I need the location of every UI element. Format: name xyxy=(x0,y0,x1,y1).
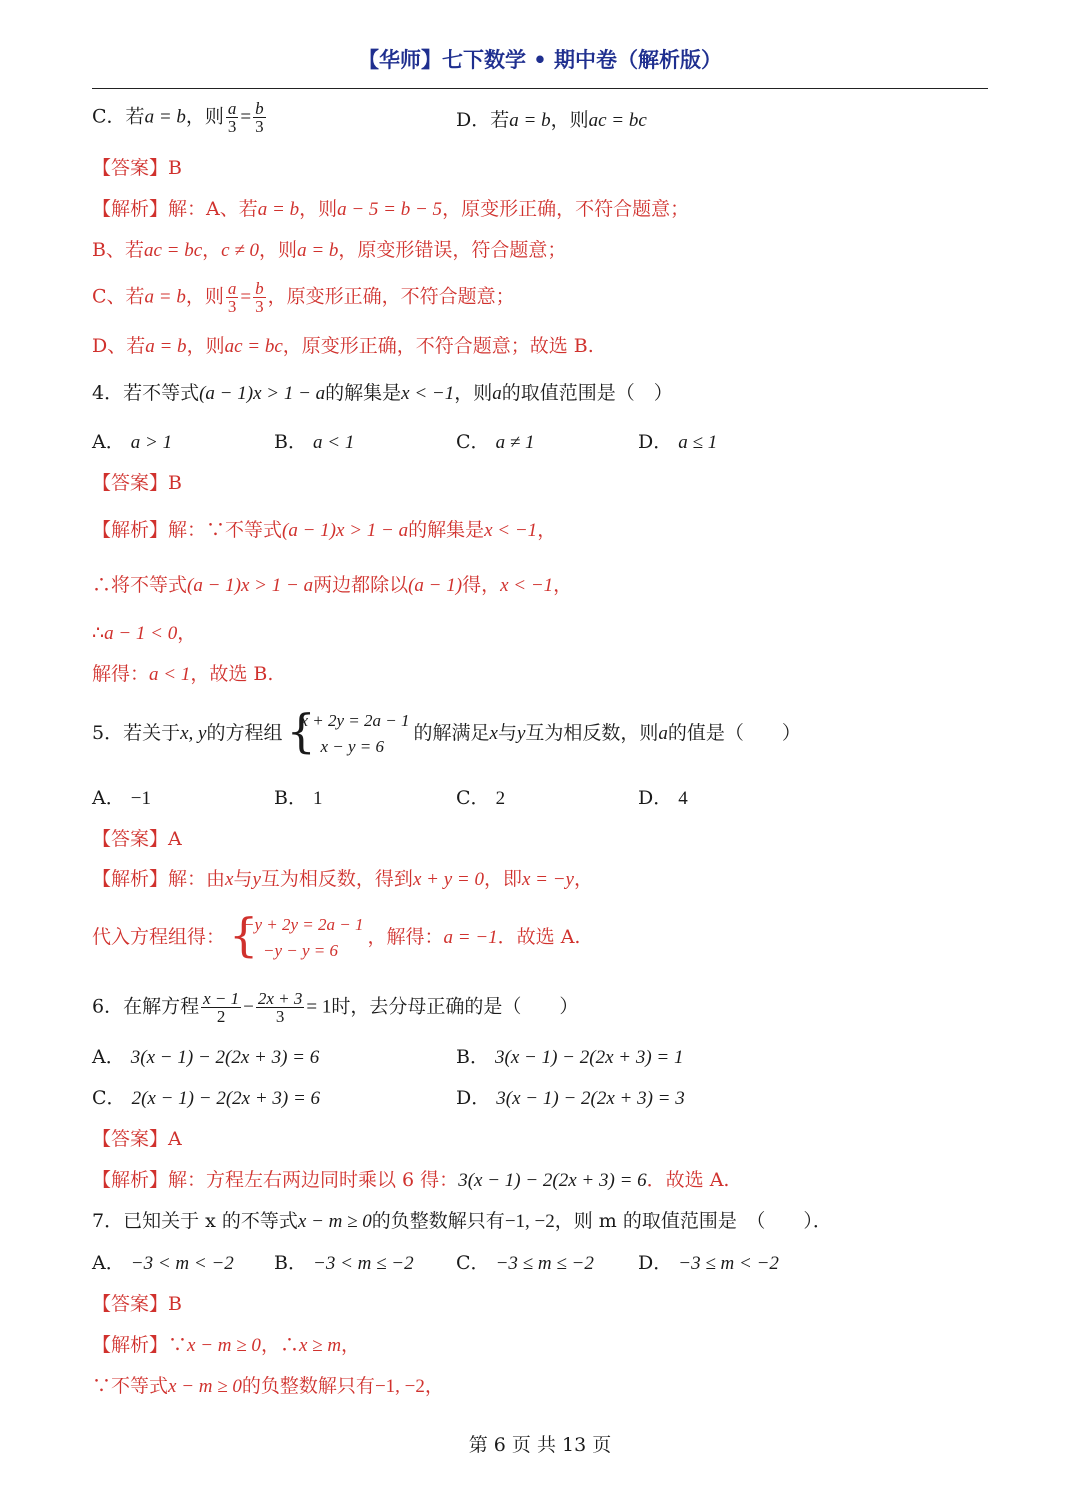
q7-option-d: D． −3 ≤ m < −2 xyxy=(638,1252,779,1274)
equation-system: { x + 2y = 2a − 1 x − y = 6 xyxy=(286,704,410,758)
fraction: $\frac{b}{3}$ xyxy=(255,99,264,136)
q3-analysis-line-4: D、若a = b，则ac = bc，原变形正确，不符合题意；故选 B. xyxy=(92,335,594,357)
q3-option-d: D．若a = b，则ac = bc xyxy=(456,109,647,131)
fraction: $\frac{b}{3}$ xyxy=(255,279,264,316)
q5-analysis-line-2: 代入方程组得： { −y + 2y = 2a − 1 −y − y = 6 ，解得：a = −1．故选 A. xyxy=(92,908,581,962)
q6-stem: 6．在解方程 $\frac{x - 1}{2}$ − $\frac{2x + 3}{3}$ = 1时，去分母正确的是（ ） xyxy=(92,989,579,1026)
fraction: $\frac{a}{3}$ xyxy=(227,99,237,136)
q7-option-a: A． −3 < m < −2 xyxy=(92,1252,234,1274)
q4-stem: 4．若不等式(a − 1)x > 1 − a的解集是x < −1，则a的取值范围是（ ） xyxy=(92,382,673,404)
q5-stem: 5．若关于x, y的方程组 { x + 2y = 2a − 1 x − y = 6 的解满足x与y互为相反数，则a的值是（ ） xyxy=(92,704,801,758)
equation-system: { −y + 2y = 2a − 1 −y − y = 6 xyxy=(229,908,364,962)
q5-option-b: B． 1 xyxy=(274,787,323,809)
q4-analysis-line-3: ∴a − 1 < 0， xyxy=(92,622,197,644)
q7-option-b: B． −3 < m ≤ −2 xyxy=(274,1252,414,1274)
header-divider xyxy=(92,88,988,89)
q6-option-b: B． 3(x − 1) − 2(2x + 3) = 1 xyxy=(456,1046,684,1068)
q7-analysis-line-1: 【解析】∵x − m ≥ 0，∴x ≥ m， xyxy=(92,1334,361,1356)
q5-option-d: D． 4 xyxy=(638,787,688,809)
q4-option-d: D． a ≤ 1 xyxy=(638,431,718,453)
q7-stem: 7．已知关于 x 的不等式x − m ≥ 0的负整数解只有−1, −2，则 m 的取值范围是 （ ）． xyxy=(92,1210,832,1232)
q5-answer: 【答案】A xyxy=(92,828,182,850)
q5-analysis-line-1: 【解析】解：由x与y互为相反数，得到x + y = 0，即x = −y， xyxy=(92,868,593,890)
q6-analysis-line-1: 【解析】解：方程左右两边同时乘以 6 得：3(x − 1) − 2(2x + 3) = 6．故选 A. xyxy=(92,1169,730,1191)
q3-answer: 【答案】B xyxy=(92,157,182,179)
q4-option-c: C． a ≠ 1 xyxy=(456,431,535,453)
q3-analysis-line-3: C、若a = b，则 $\frac{a}{3}$ = $\frac{b}{3}$ ，原变形正确，不符合题意； xyxy=(92,279,515,316)
fraction: $\frac{a}{3}$ xyxy=(227,279,237,316)
q5-option-c: C． 2 xyxy=(456,787,506,809)
page-number-footer: 第 6 页 共 13 页 xyxy=(468,1434,612,1456)
q3-analysis-line-2: B、若ac = bc，c ≠ 0，则a = b，原变形错误，符合题意； xyxy=(92,239,567,261)
q6-answer: 【答案】A xyxy=(92,1128,182,1150)
q6-option-c: C． 2(x − 1) − 2(2x + 3) = 6 xyxy=(92,1087,321,1109)
q3-analysis-line-1: 【解析】解：A、若a = b，则a − 5 = b − 5，原变形正确，不符合题意； xyxy=(92,198,690,220)
page-header-title: 【华师】七下数学 • 期中卷（解析版） xyxy=(357,48,723,72)
q4-analysis-line-4: 解得：a < 1，故选 B. xyxy=(92,663,274,685)
q6-option-a: A． 3(x − 1) − 2(2x + 3) = 6 xyxy=(92,1046,320,1068)
fraction: $\frac{2x + 3}{3}$ xyxy=(257,989,303,1026)
q6-option-d: D． 3(x − 1) − 2(2x + 3) = 3 xyxy=(456,1087,685,1109)
q7-option-c: C． −3 ≤ m ≤ −2 xyxy=(456,1252,594,1274)
q4-option-a: A． a > 1 xyxy=(92,431,173,453)
q7-analysis-line-2: ∵不等式x − m ≥ 0的负整数解只有−1, −2， xyxy=(92,1375,444,1397)
q7-answer: 【答案】B xyxy=(92,1293,182,1315)
fraction: $\frac{x - 1}{2}$ xyxy=(203,989,240,1026)
q4-analysis-line-2: ∴将不等式(a − 1)x > 1 − a两边都除以(a − 1)得，x < −1， xyxy=(92,574,573,596)
q4-option-b: B． a < 1 xyxy=(274,431,355,453)
q3-option-c: C．若a = b，则 $\frac{a}{3}$ = $\frac{b}{3}$ xyxy=(92,99,264,136)
q5-option-a: A． −1 xyxy=(92,787,151,809)
q4-analysis-line-1: 【解析】解：∵不等式(a − 1)x > 1 − a的解集是x < −1， xyxy=(92,519,557,541)
q4-answer: 【答案】B xyxy=(92,472,182,494)
